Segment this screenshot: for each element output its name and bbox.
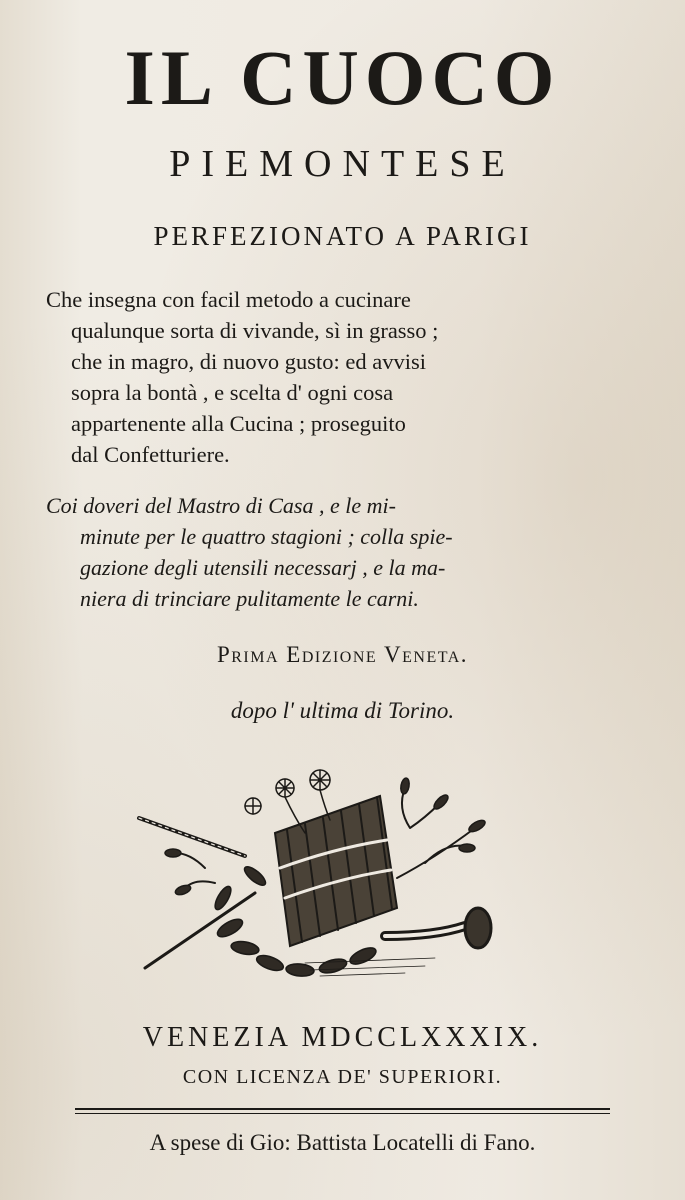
description-paragraph	[46, 284, 594, 470]
place-and-date: VENEZIA MDCCLXXXIX.	[142, 1022, 543, 1053]
duties-paragraph	[46, 490, 594, 614]
description-line: che in magro, di nuovo gusto: ed avvisi	[71, 349, 426, 374]
description-line: dal Confetturiere.	[71, 442, 230, 467]
description-line: Che insegna con facil metodo a cucinare	[46, 287, 411, 312]
duties-line: Coi doveri del Mastro di Casa , e le mi-	[46, 493, 396, 518]
printer-imprint: A spese di Gio: Battista Locatelli di Fano.	[149, 1130, 536, 1155]
edition-note: dopo l' ultima di Torino.	[230, 698, 455, 723]
edition-statement: Prima Edizione Veneta.	[216, 642, 469, 667]
divider-rule-thin	[75, 1113, 610, 1114]
description-line: appartenente alla Cucina ; proseguito	[71, 411, 406, 436]
divider-rule	[75, 1108, 610, 1110]
duties-line: niera di trinciare pulitamente le carni.	[80, 586, 419, 611]
book-title: IL CUOCO	[124, 34, 561, 121]
woodcut-ornament-icon	[135, 758, 510, 988]
description-line: qualunque sorta di vivande, sì in grasso ;	[71, 318, 439, 343]
duties-line: minute per le quattro stagioni ; colla spie-	[80, 524, 453, 549]
license-statement: CON LICENZA DE' SUPERIORI.	[182, 1066, 503, 1088]
description-line: sopra la bontà , e scelta d' ogni cosa	[71, 380, 394, 405]
duties-line: gazione degli utensili necessarj , e la ma-	[80, 555, 446, 580]
book-subtitle: PIEMONTESE	[169, 143, 516, 185]
book-subtitle-secondary: PERFEZIONATO A PARIGI	[153, 221, 532, 251]
